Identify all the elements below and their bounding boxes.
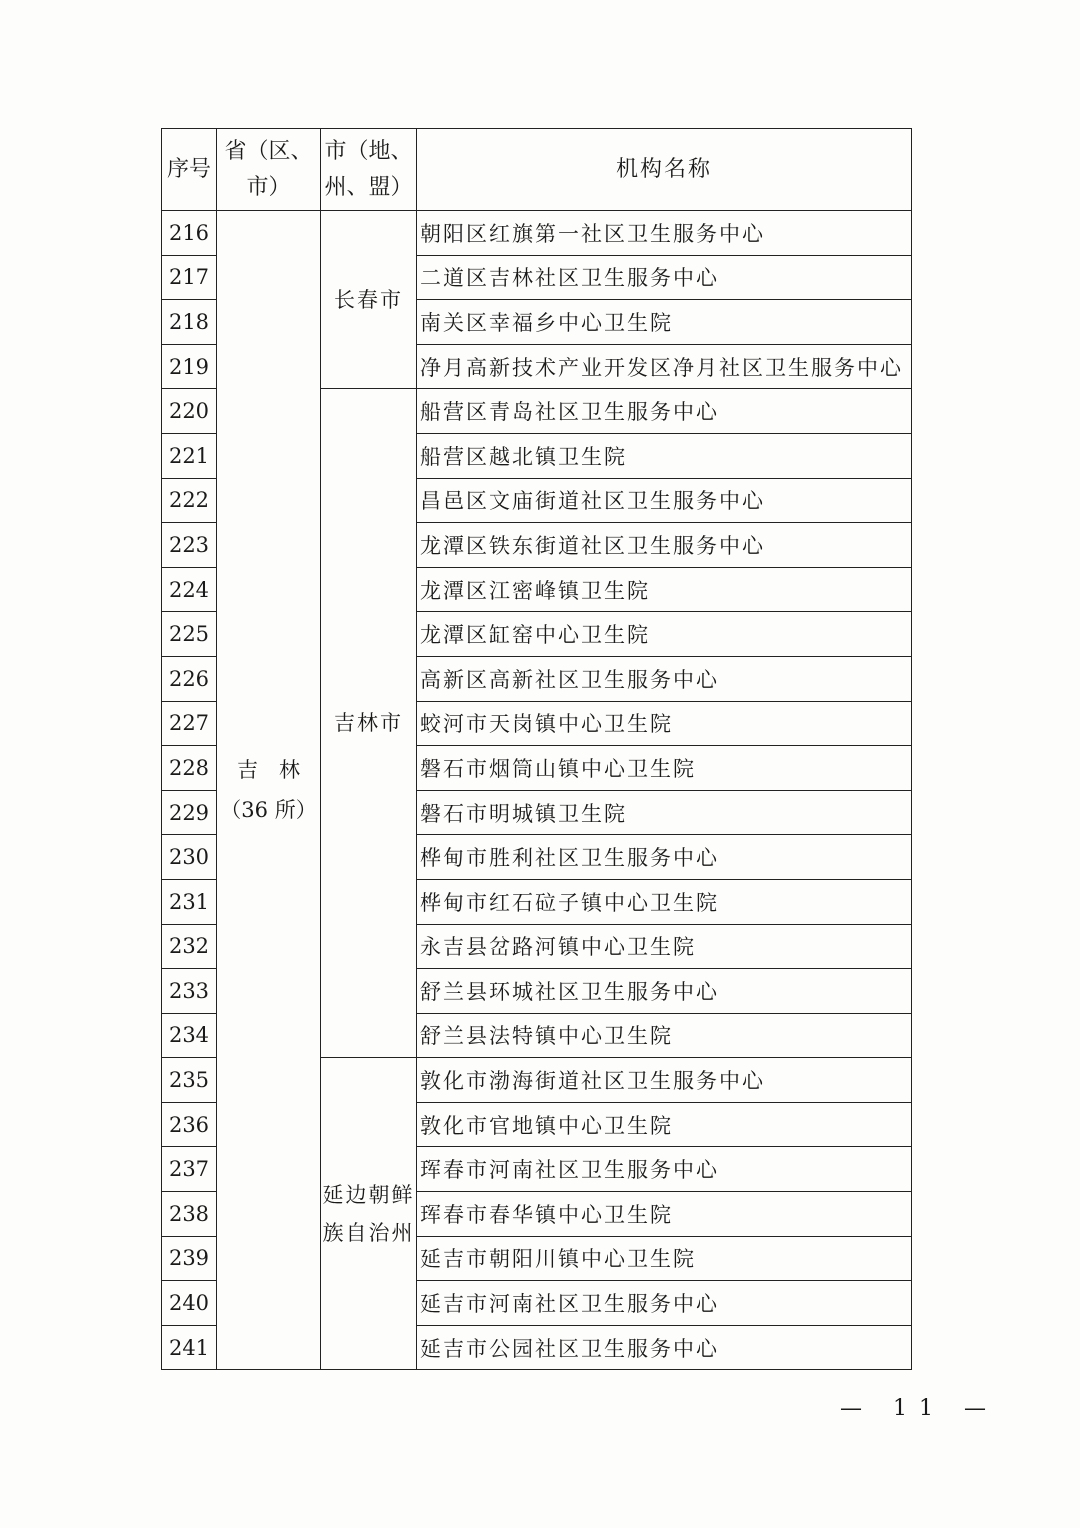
header-province-line1: 省（区、 — [224, 138, 313, 164]
institution-name: 高新区高新社区卫生服务中心 — [417, 656, 912, 701]
row-number: 223 — [162, 523, 217, 568]
row-number: 230 — [162, 835, 217, 880]
institution-name: 二道区吉林社区卫生服务中心 — [417, 255, 912, 300]
table-body — [162, 211, 912, 1370]
institution-name: 延吉市朝阳川镇中心卫生院 — [417, 1236, 912, 1281]
institution-name: 船营区青岛社区卫生服务中心 — [417, 389, 912, 434]
page-number: — 11 — — [840, 1396, 998, 1421]
institution-name: 延吉市公园社区卫生服务中心 — [417, 1325, 912, 1370]
row-number: 241 — [162, 1325, 217, 1370]
institution-name: 敦化市渤海街道社区卫生服务中心 — [417, 1058, 912, 1103]
row-number: 239 — [162, 1236, 217, 1281]
city-name: 延边朝鲜 — [322, 1182, 415, 1207]
row-number: 216 — [162, 211, 217, 256]
institution-table — [161, 128, 912, 1370]
header-seq: 序号 — [162, 129, 217, 211]
header-province-line2: 市） — [246, 174, 291, 200]
institution-name: 舒兰县环城社区卫生服务中心 — [417, 969, 912, 1014]
institution-name: 桦甸市红石砬子镇中心卫生院 — [417, 879, 912, 924]
header-row — [162, 129, 912, 211]
institution-name: 磐石市明城镇卫生院 — [417, 790, 912, 835]
institution-name: 延吉市河南社区卫生服务中心 — [417, 1281, 912, 1326]
institution-name: 朝阳区红旗第一社区卫生服务中心 — [417, 211, 912, 256]
institution-name: 舒兰县法特镇中心卫生院 — [417, 1013, 912, 1058]
row-number: 225 — [162, 612, 217, 657]
city-cell — [321, 389, 417, 1058]
row-number: 227 — [162, 701, 217, 746]
header-city-line2: 州、盟） — [324, 174, 413, 200]
row-number: 234 — [162, 1013, 217, 1058]
province-name: 吉 林 — [237, 758, 300, 783]
institution-name: 珲春市河南社区卫生服务中心 — [417, 1147, 912, 1192]
header-city-line1: 市（地、 — [324, 138, 413, 164]
institution-name: 敦化市官地镇中心卫生院 — [417, 1102, 912, 1147]
row-number: 232 — [162, 924, 217, 969]
header-province — [217, 129, 321, 211]
header-city — [321, 129, 417, 211]
row-number: 224 — [162, 567, 217, 612]
province-cell — [217, 211, 321, 1370]
row-number: 217 — [162, 255, 217, 300]
institution-name: 船营区越北镇卫生院 — [417, 433, 912, 478]
row-number: 240 — [162, 1281, 217, 1326]
header-name: 机构名称 — [417, 129, 912, 211]
row-number: 229 — [162, 790, 217, 835]
institution-name: 蛟河市天岗镇中心卫生院 — [417, 701, 912, 746]
row-number: 237 — [162, 1147, 217, 1192]
row-number: 218 — [162, 300, 217, 345]
city-cell — [321, 1058, 417, 1370]
row-number: 220 — [162, 389, 217, 434]
institution-name: 龙潭区江密峰镇卫生院 — [417, 567, 912, 612]
institution-name: 桦甸市胜利社区卫生服务中心 — [417, 835, 912, 880]
row-number: 238 — [162, 1192, 217, 1237]
row-number: 221 — [162, 433, 217, 478]
row-number: 222 — [162, 478, 217, 523]
row-number: 219 — [162, 344, 217, 389]
row-number: 233 — [162, 969, 217, 1014]
city-name: 族自治州 — [322, 1220, 415, 1245]
institution-name: 龙潭区缸窑中心卫生院 — [417, 612, 912, 657]
province-count: （36 所） — [220, 798, 317, 823]
table-row — [162, 211, 912, 256]
row-number: 226 — [162, 656, 217, 701]
row-number: 228 — [162, 746, 217, 791]
row-number: 236 — [162, 1102, 217, 1147]
institution-name: 昌邑区文庙街道社区卫生服务中心 — [417, 478, 912, 523]
city-name: 吉林市 — [334, 711, 403, 736]
institution-name: 南关区幸福乡中心卫生院 — [417, 300, 912, 345]
city-name: 长春市 — [334, 287, 403, 312]
institution-name: 磐石市烟筒山镇中心卫生院 — [417, 746, 912, 791]
institution-name: 龙潭区铁东街道社区卫生服务中心 — [417, 523, 912, 568]
city-cell — [321, 211, 417, 389]
institution-name: 净月高新技术产业开发区净月社区卫生服务中心 — [417, 344, 912, 389]
institution-name: 珲春市春华镇中心卫生院 — [417, 1192, 912, 1237]
row-number: 235 — [162, 1058, 217, 1103]
institution-name: 永吉县岔路河镇中心卫生院 — [417, 924, 912, 969]
row-number: 231 — [162, 879, 217, 924]
